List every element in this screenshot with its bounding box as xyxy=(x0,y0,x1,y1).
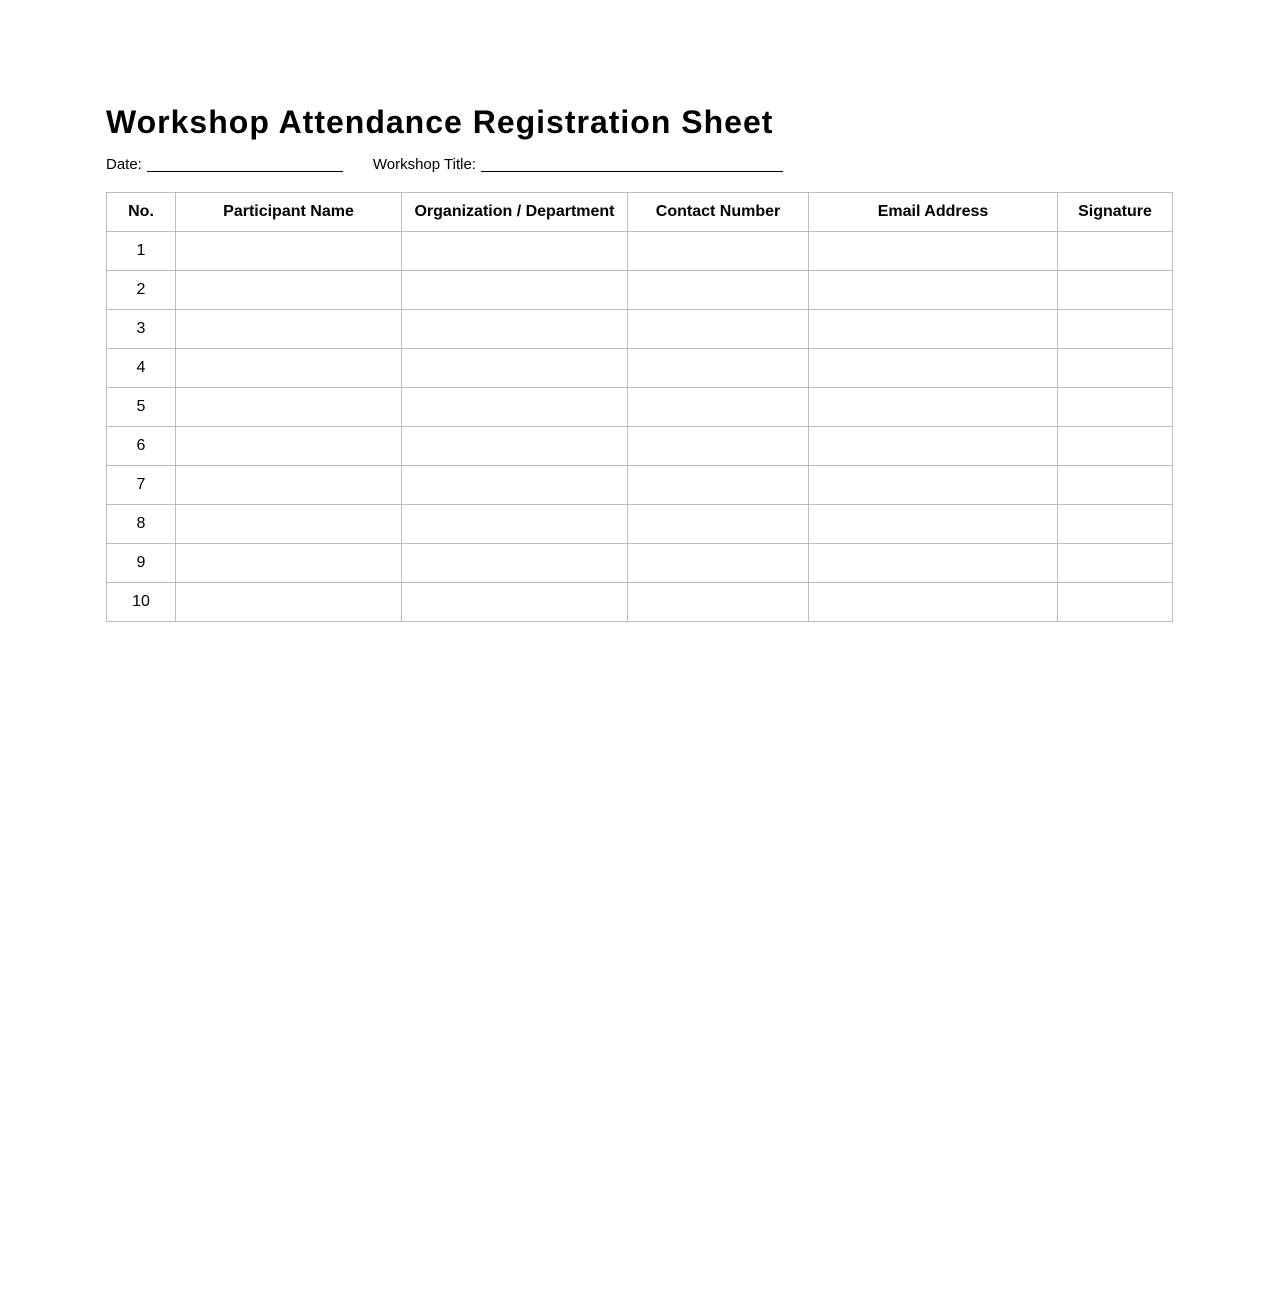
table-header-row xyxy=(107,193,1173,232)
organization-cell[interactable] xyxy=(402,505,628,544)
contact-number-cell[interactable] xyxy=(628,310,809,349)
organization-cell[interactable] xyxy=(402,232,628,271)
email-address-cell[interactable] xyxy=(809,349,1058,388)
table-row xyxy=(107,466,1173,505)
table-row xyxy=(107,583,1173,622)
email-address-cell[interactable] xyxy=(809,505,1058,544)
row-number: 7 xyxy=(107,466,176,505)
table-row xyxy=(107,427,1173,466)
email-address-cell[interactable] xyxy=(809,544,1058,583)
signature-cell[interactable] xyxy=(1058,466,1173,505)
header-organization-department: Organization / Department xyxy=(402,193,628,232)
row-number: 3 xyxy=(107,310,176,349)
attendance-table xyxy=(106,192,1173,622)
participant-name-cell[interactable] xyxy=(176,349,402,388)
contact-number-cell[interactable] xyxy=(628,583,809,622)
workshop-title-field-blank[interactable] xyxy=(481,155,783,172)
header-no: No. xyxy=(107,193,176,232)
date-label: Date: xyxy=(106,156,142,173)
page-title: Workshop Attendance Registration Sheet xyxy=(106,104,774,140)
table-row xyxy=(107,544,1173,583)
email-address-cell[interactable] xyxy=(809,232,1058,271)
organization-cell[interactable] xyxy=(402,544,628,583)
participant-name-cell[interactable] xyxy=(176,583,402,622)
participant-name-cell[interactable] xyxy=(176,427,402,466)
sheet-meta-line xyxy=(106,148,1172,174)
signature-cell[interactable] xyxy=(1058,544,1173,583)
registration-sheet xyxy=(106,100,1172,610)
signature-cell[interactable] xyxy=(1058,388,1173,427)
participant-name-cell[interactable] xyxy=(176,505,402,544)
contact-number-cell[interactable] xyxy=(628,388,809,427)
contact-number-cell[interactable] xyxy=(628,466,809,505)
email-address-cell[interactable] xyxy=(809,271,1058,310)
signature-cell[interactable] xyxy=(1058,232,1173,271)
organization-cell[interactable] xyxy=(402,583,628,622)
organization-cell[interactable] xyxy=(402,427,628,466)
email-address-cell[interactable] xyxy=(809,466,1058,505)
header-email-address: Email Address xyxy=(809,193,1058,232)
row-number: 2 xyxy=(107,271,176,310)
header-participant-name: Participant Name xyxy=(176,193,402,232)
row-number: 4 xyxy=(107,349,176,388)
contact-number-cell[interactable] xyxy=(628,271,809,310)
organization-cell[interactable] xyxy=(402,466,628,505)
date-group xyxy=(106,155,343,174)
contact-number-cell[interactable] xyxy=(628,427,809,466)
header-signature: Signature xyxy=(1058,193,1173,232)
participant-name-cell[interactable] xyxy=(176,466,402,505)
row-number: 6 xyxy=(107,427,176,466)
table-row xyxy=(107,232,1173,271)
table-row xyxy=(107,271,1173,310)
email-address-cell[interactable] xyxy=(809,583,1058,622)
signature-cell[interactable] xyxy=(1058,583,1173,622)
contact-number-cell[interactable] xyxy=(628,232,809,271)
date-field-blank[interactable] xyxy=(147,155,343,172)
row-number: 1 xyxy=(107,232,176,271)
signature-cell[interactable] xyxy=(1058,427,1173,466)
participant-name-cell[interactable] xyxy=(176,271,402,310)
organization-cell[interactable] xyxy=(402,271,628,310)
organization-cell[interactable] xyxy=(402,310,628,349)
row-number: 9 xyxy=(107,544,176,583)
workshop-title-label: Workshop Title: xyxy=(372,156,476,173)
participant-name-cell[interactable] xyxy=(176,388,402,427)
organization-cell[interactable] xyxy=(402,349,628,388)
signature-cell[interactable] xyxy=(1058,349,1173,388)
contact-number-cell[interactable] xyxy=(628,349,809,388)
signature-cell[interactable] xyxy=(1058,505,1173,544)
organization-cell[interactable] xyxy=(402,388,628,427)
table-row xyxy=(107,505,1173,544)
table-row xyxy=(107,349,1173,388)
participant-name-cell[interactable] xyxy=(176,232,402,271)
participant-name-cell[interactable] xyxy=(176,310,402,349)
header-contact-number: Contact Number xyxy=(628,193,809,232)
signature-cell[interactable] xyxy=(1058,310,1173,349)
contact-number-cell[interactable] xyxy=(628,505,809,544)
contact-number-cell[interactable] xyxy=(628,544,809,583)
table-row xyxy=(107,310,1173,349)
row-number: 10 xyxy=(107,583,176,622)
participant-name-cell[interactable] xyxy=(176,544,402,583)
table-row xyxy=(107,388,1173,427)
email-address-cell[interactable] xyxy=(809,388,1058,427)
row-number: 5 xyxy=(107,388,176,427)
workshop-title-group xyxy=(373,155,783,174)
row-number: 8 xyxy=(107,505,176,544)
email-address-cell[interactable] xyxy=(809,427,1058,466)
signature-cell[interactable] xyxy=(1058,271,1173,310)
email-address-cell[interactable] xyxy=(809,310,1058,349)
